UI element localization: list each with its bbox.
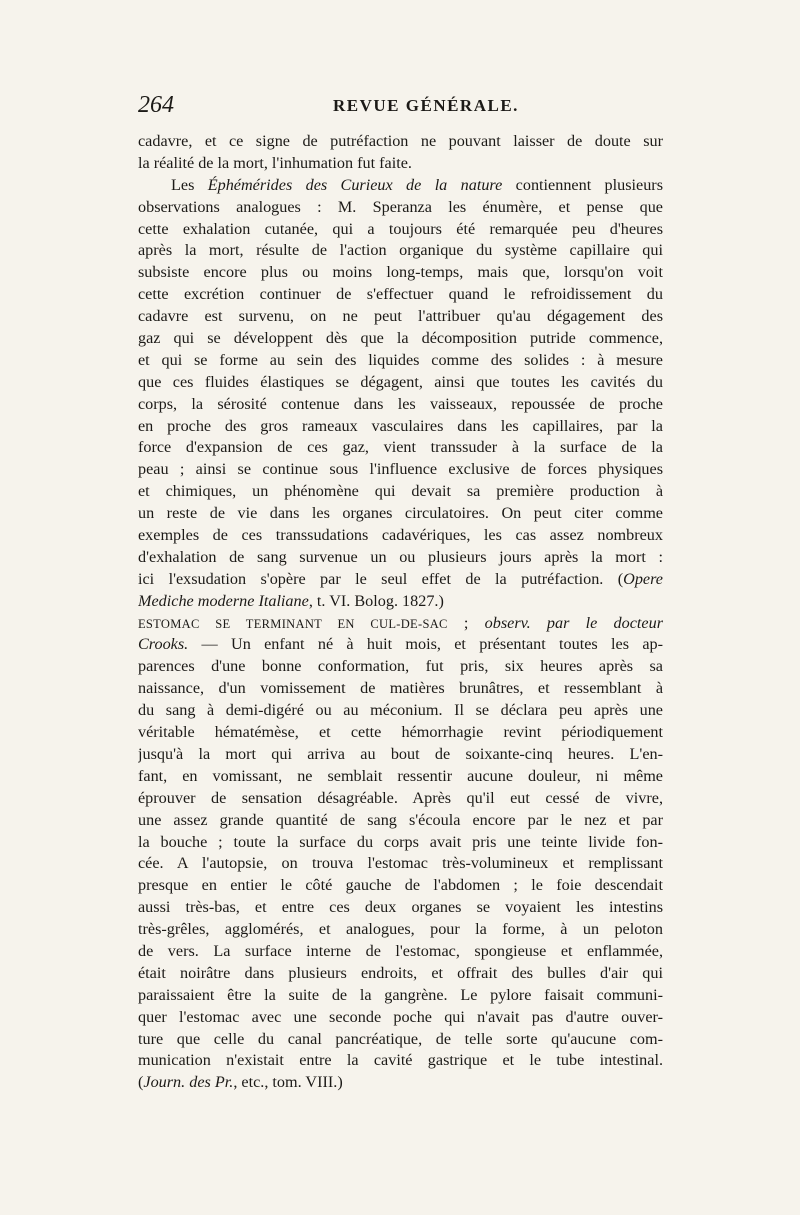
- text-line: fant, en vomissant, ne semblait ressentir aucune douleur, ni même: [138, 766, 663, 785]
- page-header: [138, 92, 662, 122]
- text-line: ici l'exsudation s'opère par le seul effet de la putréfaction. (Opere: [138, 569, 663, 588]
- text-line: une assez grande quantité de sang s'écoula encore par le nez et par: [138, 810, 663, 829]
- text-line: éprouver de sensation désagréable. Après qu'il eut cessé de vivre,: [138, 788, 663, 807]
- text-line: était noirâtre dans plusieurs endroits, et offrait des bulles d'air qui: [138, 963, 663, 982]
- text-line: véritable hématémèse, et cette hémorrhagie revint périodiquement: [138, 723, 663, 742]
- text-line: paraissaient être la suite de la gangrène. Le pylore faisait communi-: [138, 985, 663, 1004]
- text-line: la réalité de la mort, l'inhumation fut faite.: [138, 153, 412, 172]
- text-line: cadavre, et ce signe de putréfaction ne pouvant laisser de doute sur: [138, 132, 663, 150]
- text-line: que ces fluides élastiques se dégagent, ainsi que toutes les cavités du: [138, 372, 663, 391]
- text-line: après la mort, résulte de l'action organique du système capillaire qui: [138, 241, 663, 260]
- section-heading: ESTOMAC SE TERMINANT EN CUL-DE-SAC: [138, 616, 448, 631]
- text-line: ture que celle du canal pancréatique, de telle sorte qu'aucune com-: [138, 1029, 663, 1048]
- text-line: aussi très-bas, et entre ces deux organes se voyaient les intestins: [138, 898, 663, 917]
- running-title: REVUE GÉNÉRALE.: [333, 96, 519, 115]
- text-line: quer l'estomac avec une seconde poche qui n'avait pas d'autre ouver-: [138, 1007, 663, 1026]
- text-line: cadavre est survenu, on ne peut l'attribuer qu'au dégagement des: [138, 307, 663, 326]
- text-line: munication n'existait entre la cavité gastrique et le tube intestinal.: [138, 1051, 663, 1070]
- text-line: cette exhalation cutanée, qui a toujours été remarquée peu d'heures: [138, 219, 663, 238]
- page-number: 264: [138, 92, 174, 118]
- text-line: naissance, d'un vomissement de matières brunâtres, et ressemblant à: [138, 679, 663, 698]
- text-line: cée. A l'autopsie, on trouva l'estomac très-volumineux et remplissant: [138, 854, 663, 873]
- journal-reference: Journ. des Pr.: [143, 1073, 234, 1092]
- text-line: peau ; ainsi se continue sous l'influence exclusive de forces physiques: [138, 460, 663, 479]
- text-line: et chimiques, un phénomène qui devait sa première production à: [138, 482, 663, 501]
- text-line: la bouche ; toute la surface du corps avait pris une teinte livide fon-: [138, 832, 663, 851]
- text-line: cette excrétion continuer de s'effectuer quand le refroidissement du: [138, 285, 663, 304]
- body-text: [138, 131, 663, 1094]
- text-line: et qui se forme au sein des liquides comme des solides : à mesure: [138, 350, 663, 369]
- text-line: très-grêles, agglomérés, et analogues, pour la forme, à un peloton: [138, 920, 663, 939]
- text-line: observations analogues : M. Speranza les énumère, et pense que: [138, 197, 663, 216]
- text-line: subsiste encore plus ou moins long-temps, mais que, lorsqu'on voit: [138, 263, 663, 282]
- journal-title: Éphémérides des Curieux de la nature: [207, 175, 503, 194]
- text-line: force d'expansion de ces gaz, vient transsuder à la surface de la: [138, 438, 663, 457]
- text-line: d'exhalation de sang survenue un ou plusieurs jours après la mort :: [138, 547, 663, 566]
- text-line: un reste de vie dans les organes circulatoires. On peut citer comme: [138, 504, 663, 523]
- text-line: exemples de ces transsudations cadavériques, les cas assez nombreux: [138, 526, 663, 545]
- text-line: corps, la sérosité contenue dans les vaisseaux, repoussée de proche: [138, 394, 663, 413]
- text-line: Crooks. — Un enfant né à huit mois, et présentant toutes les ap-: [138, 635, 663, 654]
- text-line: en proche des gros rameaux vasculaires dans les capillaires, par la: [138, 416, 663, 435]
- text-line: Mediche moderne Italiane, t. VI. Bolog. 1827.): [138, 591, 444, 610]
- text-line: (Journ. des Pr., etc., tom. VIII.): [138, 1073, 343, 1092]
- text-line: gaz qui se développent dès que la décomposition putride commence,: [138, 329, 663, 348]
- text-line: du sang à demi-digéré ou au méconium. Il se déclara peu après une: [138, 701, 663, 720]
- text-line: parences d'une bonne conformation, fut pris, six heures après sa: [138, 657, 663, 676]
- text-line: de vers. La surface interne de l'estomac, spongieuse et enflammée,: [138, 941, 663, 960]
- text-line: ESTOMAC SE TERMINANT EN CUL-DE-SAC ; observ. par le docteur: [138, 613, 663, 632]
- text-line: presque en entier le côté gauche de l'abdomen ; le foie descendait: [138, 876, 663, 895]
- text-line: jusqu'à la mort qui arriva au bout de soixante-cinq heures. L'en-: [138, 744, 663, 763]
- text-line: Les Éphémérides des Curieux de la nature contiennent plusieurs: [171, 175, 663, 194]
